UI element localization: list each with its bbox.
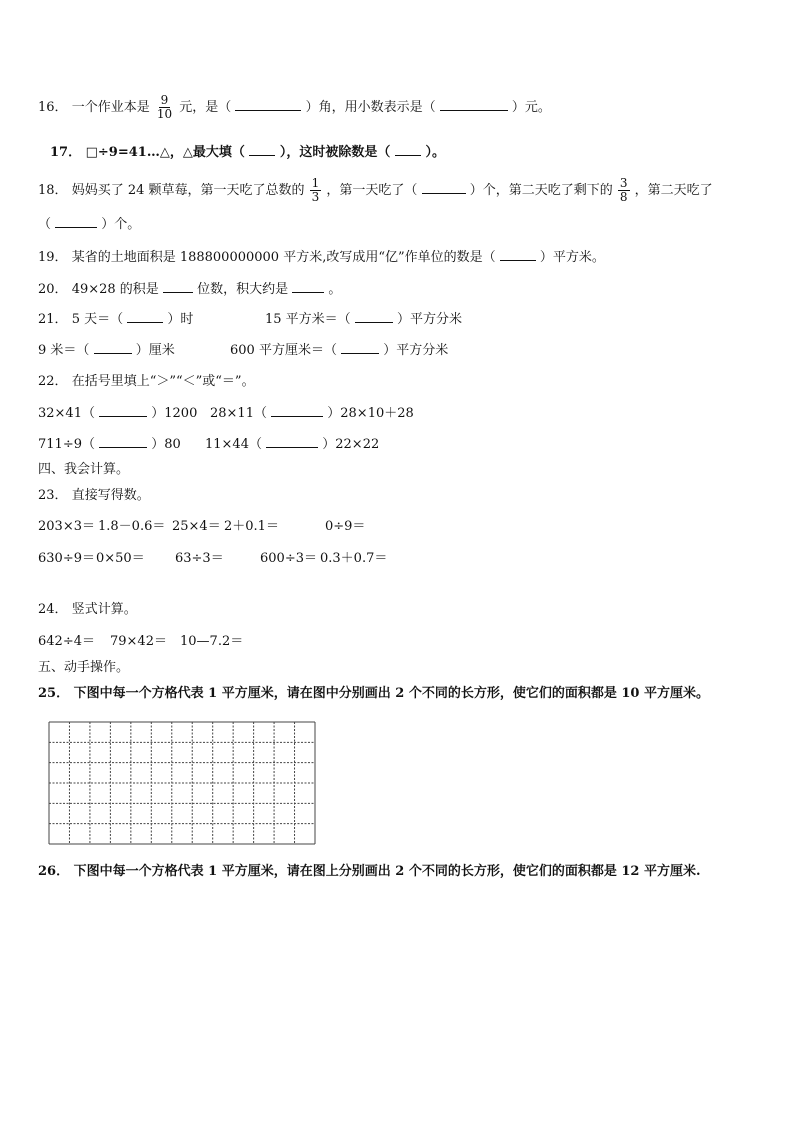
calc-item: 0×50＝ bbox=[96, 551, 145, 566]
question-26: 26． 下图中每一个方格代表 1 平方厘米，请在图上分别画出 2 个不同的长方形，使它们的面积都是 12 平方厘米. bbox=[38, 864, 701, 879]
question-22: 22． 在括号里填上“＞”“＜”或“＝”。 bbox=[38, 374, 255, 389]
question-17: 17． □÷9=41…△，△最大填（ ），这时被除数是（ ）。 bbox=[50, 145, 445, 160]
answer-blank[interactable] bbox=[395, 143, 421, 156]
calc-item: 630÷9＝ bbox=[38, 551, 95, 566]
answer-blank[interactable] bbox=[127, 310, 163, 323]
answer-blank[interactable] bbox=[341, 341, 379, 354]
question-22-b: 28×11（ ）28×10＋28 bbox=[210, 406, 414, 421]
question-18-line2: （ ）个。 bbox=[38, 217, 141, 232]
question-number: 18． bbox=[38, 183, 68, 198]
calc-item: 0.3＋0.7＝ bbox=[320, 551, 388, 566]
question-number: 20． bbox=[38, 282, 68, 297]
section-heading-4: 四、我会计算。 bbox=[38, 462, 130, 477]
calc-item: 1.8－0.6＝ bbox=[98, 519, 166, 534]
calc-item: 25×4＝ bbox=[172, 519, 221, 534]
question-20: 20． 49×28 的积是 位数，积大约是 。 bbox=[38, 282, 342, 297]
question-21: 21． 5 天＝（ ）时 bbox=[38, 312, 194, 327]
question-16: 16． 一个作业本是 $\frac{9}{10}$ 元，是（ ）角，用小数表示是（ ）元。 bbox=[38, 93, 551, 121]
question-22-c: 711÷9（ ）80 bbox=[38, 437, 181, 452]
question-23: 23． 直接写得数。 bbox=[38, 488, 150, 503]
calc-item: 2＋0.1＝ bbox=[224, 519, 279, 534]
question-19: 19． 某省的土地面积是 188800000000 平方米,改写成用“亿”作单位的数是（ ）平方米。 bbox=[38, 250, 605, 265]
question-number: 25． bbox=[38, 686, 70, 701]
square-grid[interactable] bbox=[48, 721, 316, 845]
fraction: $\frac{3}{8}$ bbox=[619, 176, 628, 204]
question-number: 22． bbox=[38, 374, 68, 389]
answer-blank[interactable] bbox=[422, 181, 466, 194]
question-number: 21． bbox=[38, 312, 68, 327]
calc-item: 79×42＝ bbox=[110, 634, 167, 649]
answer-blank[interactable] bbox=[440, 98, 508, 111]
question-number: 16． bbox=[38, 100, 68, 115]
answer-blank[interactable] bbox=[235, 98, 301, 111]
calc-item: 63÷3＝ bbox=[175, 551, 224, 566]
calc-item: 203×3＝ bbox=[38, 519, 95, 534]
answer-blank[interactable] bbox=[292, 280, 324, 293]
calc-item: 600÷3＝ bbox=[260, 551, 317, 566]
answer-blank[interactable] bbox=[99, 435, 147, 448]
question-21-d: 600 平方厘米＝（ ）平方分米 bbox=[230, 343, 449, 358]
calc-item: 0÷9＝ bbox=[325, 519, 366, 534]
question-25: 25． 下图中每一个方格代表 1 平方厘米，请在图中分别画出 2 个不同的长方形，使它们的面积都是 10 平方厘米。 bbox=[38, 686, 709, 701]
answer-blank[interactable] bbox=[163, 280, 193, 293]
question-number: 23． bbox=[38, 488, 68, 503]
answer-blank[interactable] bbox=[266, 435, 318, 448]
question-24: 24． 竖式计算。 bbox=[38, 602, 137, 617]
question-number: 24． bbox=[38, 602, 68, 617]
question-22-d: 11×44（ ）22×22 bbox=[205, 437, 380, 452]
fraction: $\frac{9}{10}$ bbox=[156, 93, 173, 121]
calc-item: 10—7.2＝ bbox=[180, 634, 244, 649]
answer-blank[interactable] bbox=[355, 310, 393, 323]
question-number: 17． bbox=[50, 145, 82, 160]
answer-blank[interactable] bbox=[249, 143, 275, 156]
answer-blank[interactable] bbox=[500, 248, 536, 261]
calc-item: 642÷4＝ bbox=[38, 634, 95, 649]
answer-blank[interactable] bbox=[94, 341, 132, 354]
fraction: $\frac{1}{3}$ bbox=[311, 176, 320, 204]
section-heading-5: 五、动手操作。 bbox=[38, 660, 130, 675]
question-number: 19． bbox=[38, 250, 68, 265]
answer-blank[interactable] bbox=[271, 404, 323, 417]
question-21-b: 15 平方米＝（ ）平方分米 bbox=[265, 312, 462, 327]
question-22-a: 32×41（ ）1200 bbox=[38, 406, 198, 421]
answer-blank[interactable] bbox=[99, 404, 147, 417]
question-number: 26． bbox=[38, 864, 70, 879]
question-21-c: 9 米＝（ ）厘米 bbox=[38, 343, 175, 358]
question-18: 18． 妈妈买了 24 颗草莓，第一天吃了总数的 $\frac{1}{3}$ ，第一天吃了（ ）个，第二天吃了剩下的 $\frac{3}{8}$ ，第二天吃了 bbox=[38, 176, 713, 204]
answer-blank[interactable] bbox=[55, 215, 97, 228]
